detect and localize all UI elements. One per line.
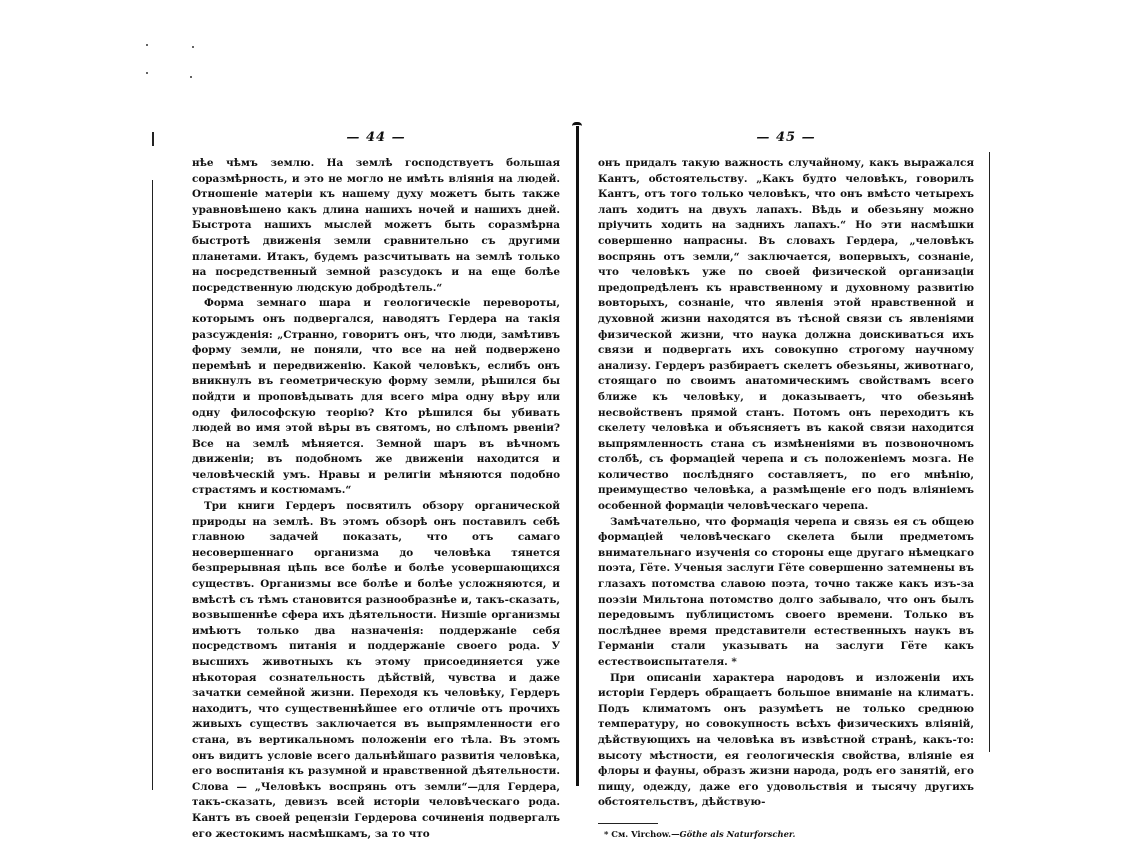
paragraph: При описаніи характера народовъ и изложеніи ихъ исторіи Гердеръ обращаетъ большое вниманіе на климатъ. Подъ климатомъ онъ разумѣетъ не только среднюю температуру, но совокупность всѣхъ физическихъ вліяній, дѣйствующихъ на человѣка въ извѣстной странѣ, какъ-то: высоту мѣстности, ея геологическія свойства, вліяніе ея флоры и фауны, образъ жизни народа, родъ его занятій, его пищу, одежду, даже его удовольствія и тысячу другихъ обстоятельствъ, дѣйствую- <box>598 671 974 809</box>
page-number: — 44 — <box>346 130 406 145</box>
footnote-rule <box>598 823 658 824</box>
paragraph: Замѣчательно, что формація черепа и связь ея съ общею формаціей человѣческаго скелета были предметомъ внимательнаго изученія со стороны еще другаго нѣмецкаго поэта, Гёте. Ученыя заслуги Гёте совершенно затемнены въ глазахъ потомства славою поэта, точно также какъ изъ-за поэзіи Мильтона потомство долго забывало, что онъ былъ передовымъ публицистомъ своего времени. Только въ послѣднее время представители естественныхъ наукъ въ Германіи стали указывать на заслуги Гёте какъ естествоиспытателя. * <box>598 515 974 668</box>
left-page <box>192 128 560 840</box>
left-margin-mark <box>152 180 153 790</box>
page-number: — 45 — <box>756 130 816 145</box>
right-margin-mark <box>989 152 990 752</box>
paragraph: нѣе чѣмъ землю. На землѣ господствуетъ большая соразмѣрность, и это не могло не имѣть вліянія на людей. Отношеніе матеріи къ нашему духу можетъ быть также уравновѣшено какъ длина нашихъ ночей и нашихъ дней. Быстрота нашихъ мыслей можетъ быть соразмѣрна быстротѣ движенія земли сравнительно съ другими планетами. Итакъ, будемъ разсчитывать на землѣ только на посредственный земной разсудокъ и на еще болѣе посредственную людскую добродѣтель.“ <box>192 157 560 294</box>
scan-speck <box>146 72 148 74</box>
page-body <box>598 156 974 811</box>
paragraph: Три книги Гердеръ посвятилъ обзору органической природы на землѣ. Въ этомъ обзорѣ онъ поставилъ себѣ главною задачей показать, что отъ самаго несовершеннаго организма до человѣка тянется безпрерывная цѣпь все болѣе и болѣе усовершающихся существъ. Организмы все болѣе и болѣе усложняются, и вмѣстѣ съ тѣмъ становится разнообразнѣе и, такъ-сказать, возвышеннѣе сфера ихъ дѣятельности. Низшіе организмы имѣютъ только два назначенія: поддержаніе себя посредствомъ питанія и поддержаніе своего рода. У высшихъ животныхъ къ этому присоединяется уже нѣкоторая сознательность дѣйствій, чувства и даже зачатки семейной жизни. Переходя къ человѣку, Гердеръ находитъ, что существеннѣйшее его отличіе отъ прочихъ живыхъ существъ заключается въ выпрямленности его стана, въ вертикальномъ положеніи его тѣла. Въ этомъ онъ видитъ условіе всего дальнѣйшаго развитія человѣка, его воспитанія къ разумной и нравственной дѣятельности. Слова — „Человѣкъ воспрянь отъ земли“—для Гердера, такъ-сказать, девизъ всей исторіи человѣческаго рода. Кантъ въ своей рецензіи Гердерова сочиненія подвергалъ его жестокимъ насмѣшкамъ, за то что <box>192 500 560 840</box>
right-page <box>598 128 974 839</box>
scan-speck <box>192 46 194 48</box>
paragraph: Форма земнаго шара и геологическіе перевороты, которымъ онъ подвергался, наводятъ Гердера на такія разсужденія: „Странно, говоритъ онъ, что люди, замѣтивъ форму земли, не поняли, что все на ней подвержено перемѣнѣ и передвиженію. Какой человѣкъ, еслибъ онъ вникнулъ въ геометрическую форму земли, рѣшился бы пойдти и проповѣдывать для всего міра одну вѣру или одну философскую теорію? Кто рѣшился бы убивать людей во имя этой вѣры въ святомъ, но слѣпомъ рвеніи? Все на землѣ мѣняется. Земной шаръ въ вѣчномъ движеніи; въ подобномъ же движеніи находится и человѣческій умъ. Нравы и религіи мѣняются подобно страстямъ и костюмамъ.“ <box>192 297 560 497</box>
footnote-prefix: * См. Virchow.— <box>604 828 680 839</box>
footnote-title: Göthe als Naturforscher. <box>679 828 796 839</box>
page-body <box>192 156 560 842</box>
paragraph: онъ придалъ такую важность случайному, какъ выражался Кантъ, обстоятельству. „Какъ будто человѣкъ, говорилъ Кантъ, отъ того только человѣкъ, что онъ вмѣсто четырехъ лапъ ходитъ на двухъ лапахъ. Вѣдь и обезьяну можно пріучить ходить на заднихъ лапахъ.“ Но эти насмѣшки совершенно напрасны. Въ словахъ Гердера, „человѣкъ воспрянь отъ земли,“ заключается, вопервыхъ, сознаніе, что человѣкъ уже по своей физической организаціи предопредѣленъ къ нравственному и духовному развитію вовторыхъ, сознаніе, что явленія этой нравственной и духовной жизни находятся въ тѣсной связи съ явленіями физической жизни, что наука должна доискиваться ихъ связи и подвергать ихъ совокупно строгому научному анализу. Гердеръ разбираетъ скелетъ обезьяны, животнаго, стоящаго по своимъ анатомическимъ свойствамъ всего ближе къ человѣку, и доказываетъ, что обезьянѣ несвойственъ прямой станъ. Потомъ онъ переходитъ къ скелету человѣка и объясняетъ въ какой связи находится выпрямленность стана съ измѣненіями въ позвоночномъ столбѣ, съ формаціей черепа и съ положеніемъ мозга. Не количество послѣдняго составляетъ, по его мнѣнію, преимущество человѣка, а размѣщеніе его подъ вліяніемъ особенной формаціи человѣческаго черепа. <box>598 157 974 513</box>
scan-speck <box>146 44 148 46</box>
left-margin-mark <box>152 132 154 146</box>
book-gutter <box>576 126 579 786</box>
scan-speck <box>190 76 192 78</box>
